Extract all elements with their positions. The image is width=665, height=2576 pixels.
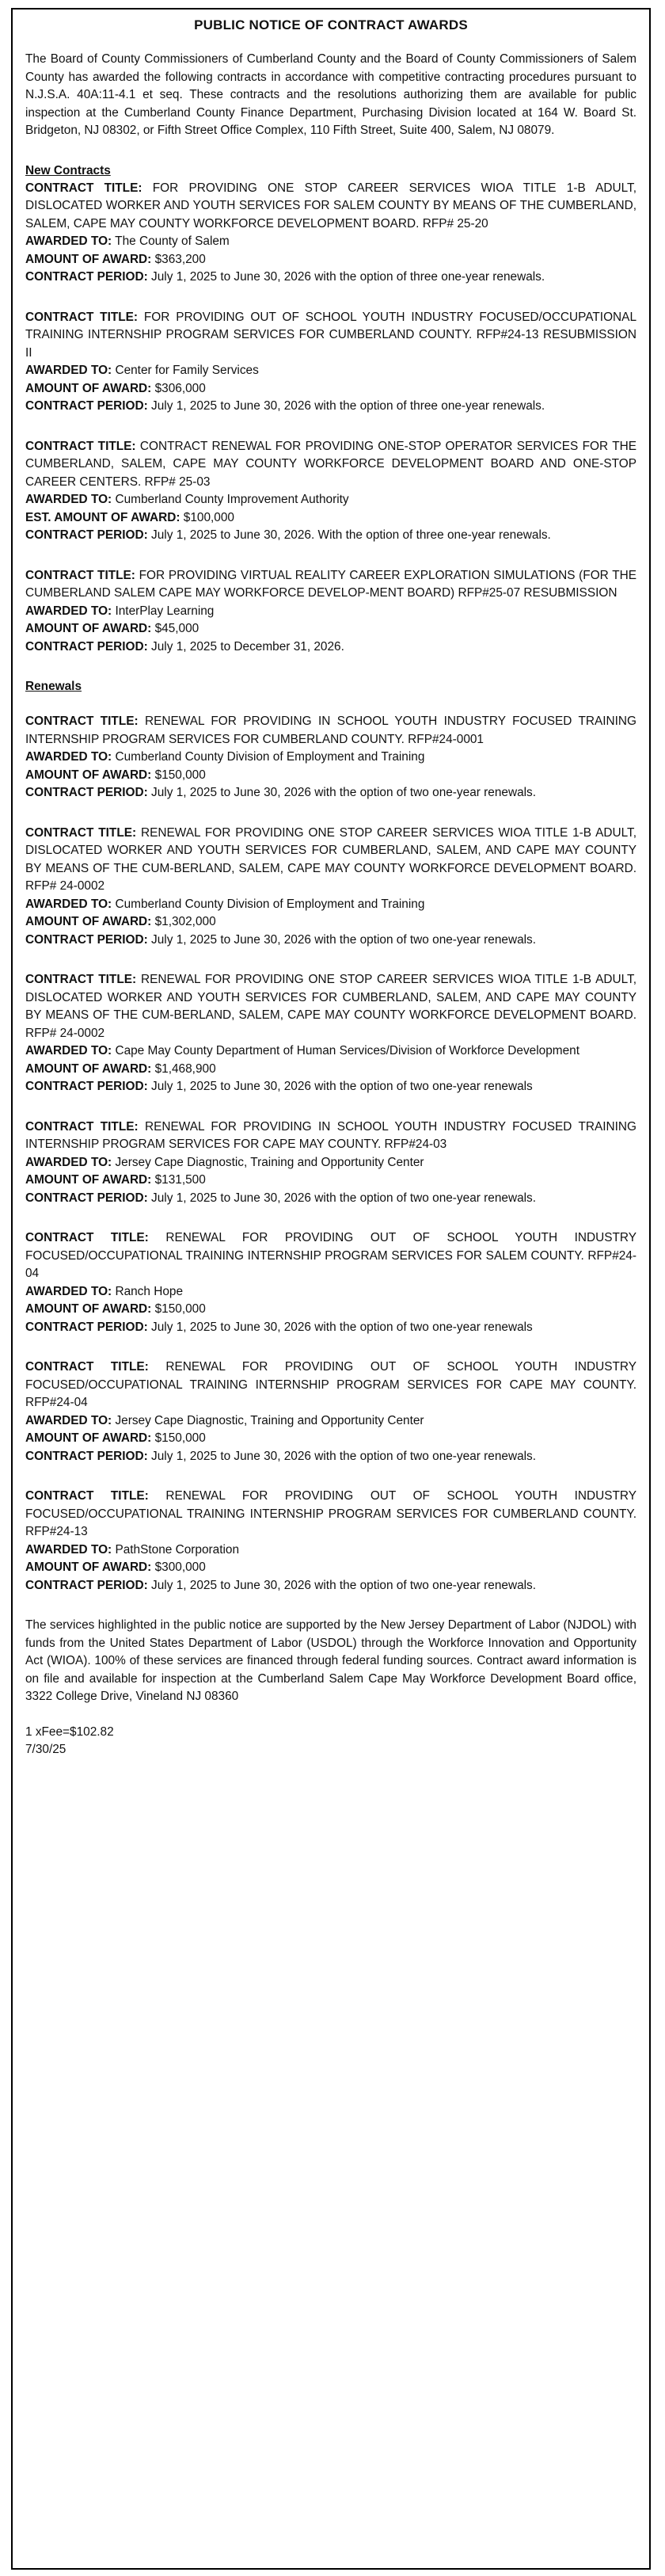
contract-title-text: RENEWAL FOR PROVIDING IN SCHOOL YOUTH INDUSTRY FOCUSED TRAINING INTERNSHIP PROGRAM SERVICES FOR CUMBERLAND COUNTY. RFP#24-0001 — [25, 714, 636, 746]
amount-label: AMOUNT OF AWARD: — [25, 1431, 152, 1445]
period-label: CONTRACT PERIOD: — [25, 639, 148, 654]
awarded-to-value: Center for Family Services — [115, 364, 259, 377]
amount-line — [25, 620, 636, 638]
contract-title-label: CONTRACT TITLE: — [25, 1231, 149, 1244]
period-value: July 1, 2025 to December 31, 2026. — [151, 639, 344, 654]
period-label: CONTRACT PERIOD: — [25, 1320, 148, 1334]
renewal-item — [25, 1118, 636, 1208]
contract-title-label: CONTRACT TITLE: — [25, 1489, 149, 1503]
amount-label: AMOUNT OF AWARD: — [25, 1061, 152, 1076]
amount-label: AMOUNT OF AWARD: — [25, 768, 152, 782]
amount-label: AMOUNT OF AWARD: — [25, 915, 152, 928]
est-amount-line — [25, 509, 636, 528]
fee-line: 1 xFee=$102.82 — [25, 1724, 114, 1739]
amount-label: AMOUNT OF AWARD: — [25, 1173, 152, 1187]
amount-line — [25, 1559, 636, 1577]
contract-title-line — [25, 180, 636, 234]
period-value: July 1, 2025 to June 30, 2026 with the option of three one-year renewals. — [151, 399, 545, 413]
period-label: CONTRACT PERIOD: — [25, 399, 148, 413]
date-line: 7/30/25 — [25, 1743, 66, 1756]
contract-title-text: RENEWAL FOR PROVIDING OUT OF SCHOOL YOUTH INDUSTRY FOCUSED/OCCUPATIONAL TRAINING INTERNSHIP PROGRAM SERVICES FOR CUMBERLAND COUNTY. RFP#24-13 — [25, 1489, 637, 1538]
awarded-to-line — [25, 491, 636, 509]
awarded-to-label: AWARDED TO: — [25, 604, 112, 618]
amount-value: $45,000 — [154, 622, 200, 635]
new-contract-item — [25, 438, 636, 545]
amount-line — [25, 913, 636, 932]
new-contracts-heading: New Contracts — [25, 163, 111, 177]
period-label: CONTRACT PERIOD: — [25, 528, 148, 542]
new-contract-item — [25, 567, 636, 657]
contract-title-line — [25, 1358, 636, 1412]
period-line — [25, 527, 636, 545]
renewal-item — [25, 1229, 636, 1336]
awarded-to-line — [25, 603, 636, 621]
contract-title-text: RENEWAL FOR PROVIDING ONE STOP CAREER SERVICES WIOA TITLE 1-B ADULT, DISLOCATED WORKER AND YOUTH SERVICES FOR CUMBERLAND, SALEM, AND CAPE MAY COUNTY BY MEANS OF THE CUM-BERLAND, SALEM, CAPE MAY COUNTY WORKFORCE DEVELOPMENT BOARD. RFP# 24-0002 — [25, 825, 637, 893]
period-value: July 1, 2025 to June 30, 2026 with the option of two one-year renewals. — [151, 1191, 537, 1205]
period-line — [25, 1190, 636, 1208]
period-value: July 1, 2025 to June 30, 2026. With the option of three one-year renewals. — [151, 528, 551, 542]
amount-value: $1,302,000 — [154, 915, 216, 928]
amount-label: AMOUNT OF AWARD: — [25, 381, 152, 395]
renewal-item — [25, 825, 636, 950]
awarded-to-line — [25, 233, 636, 251]
amount-line — [25, 1301, 636, 1319]
contract-title-label: CONTRACT TITLE: — [25, 1119, 139, 1134]
contract-title-line — [25, 1229, 636, 1283]
new-contract-item — [25, 309, 636, 416]
awarded-to-label: AWARDED TO: — [25, 897, 112, 911]
period-line — [25, 1448, 636, 1466]
awarded-to-value: Cumberland County Division of Employment and Training — [115, 750, 425, 764]
period-line — [25, 638, 636, 657]
period-line — [25, 1078, 636, 1096]
amount-label: AMOUNT OF AWARD: — [25, 1560, 152, 1574]
amount-value: $131,500 — [154, 1173, 206, 1187]
awarded-to-value: PathStone Corporation — [115, 1542, 240, 1557]
awarded-to-value: Cape May County Department of Human Services/Division of Workforce Development — [115, 1044, 580, 1057]
funding-statement: The services highlighted in the public notice are supported by the New Jersey Department of Labor (NJDOL) with funds from the United States Department of Labor (USDOL) through the Workforce Innovation and Opportunity Act (WIOA). 100% of these services are financed through federal funding sources. Contract award information is on file and available for inspection at the Cumberland Salem Cape May Workforce Development Board office, 3322 College Drive, Vineland NJ 08360 — [25, 1618, 636, 1703]
awarded-to-label: AWARDED TO: — [25, 364, 112, 377]
awarded-to-line — [25, 1283, 636, 1301]
awarded-to-value: Cumberland County Division of Employment and Training — [115, 897, 425, 911]
period-line — [25, 1577, 636, 1595]
renewal-item — [25, 713, 636, 802]
period-label: CONTRACT PERIOD: — [25, 1080, 148, 1093]
amount-line — [25, 380, 636, 398]
period-value: July 1, 2025 to June 30, 2026 with the option of two one-year renewals. — [151, 1578, 537, 1592]
renewal-item — [25, 1488, 636, 1595]
period-line — [25, 269, 636, 287]
period-value: July 1, 2025 to June 30, 2026 with the option of two one-year renewals. — [151, 1449, 537, 1463]
contract-title-line — [25, 825, 636, 896]
awarded-to-label: AWARDED TO: — [25, 1542, 112, 1557]
period-label: CONTRACT PERIOD: — [25, 1191, 148, 1205]
awarded-to-line — [25, 1042, 636, 1061]
amount-line — [25, 1430, 636, 1448]
contract-title-label: CONTRACT TITLE: — [25, 310, 139, 324]
contract-title-text: FOR PROVIDING OUT OF SCHOOL YOUTH INDUSTRY FOCUSED/OCCUPATIONAL TRAINING INTERNSHIP PROGRAM SERVICES FOR CUMBERLAND COUNTY. RFP#24-13 RESUBMISSION II — [25, 310, 636, 360]
contract-title-line — [25, 438, 636, 492]
period-line — [25, 932, 636, 950]
contract-title-label: CONTRACT TITLE: — [25, 181, 142, 195]
period-value: July 1, 2025 to June 30, 2026 with the option of two one-year renewals. — [151, 932, 537, 947]
period-line — [25, 784, 636, 802]
contract-title-text: FOR PROVIDING ONE STOP CAREER SERVICES WIOA TITLE 1-B ADULT, DISLOCATED WORKER AND YOUTH SERVICES FOR SALEM COUNTY BY MEANS OF THE CUMBERLAND, SALEM, CAPE MAY COUNTY WORKFORCE DEVELOPMENT BOARD. RFP# 25-20 — [25, 181, 636, 231]
period-label: CONTRACT PERIOD: — [25, 1449, 148, 1463]
contract-title-label: CONTRACT TITLE: — [25, 439, 136, 453]
contract-title-line — [25, 309, 636, 363]
est-amount-label: EST. AMOUNT OF AWARD: — [25, 510, 180, 524]
renewal-item — [25, 1358, 636, 1465]
amount-line — [25, 1061, 636, 1079]
awarded-to-label: AWARDED TO: — [25, 1413, 112, 1427]
est-amount-value: $100,000 — [183, 510, 234, 524]
contract-title-line — [25, 713, 636, 749]
amount-label: AMOUNT OF AWARD: — [25, 252, 152, 266]
renewals-heading: Renewals — [25, 680, 82, 693]
contract-title-text: RENEWAL FOR PROVIDING ONE STOP CAREER SERVICES WIOA TITLE 1-B ADULT, DISLOCATED WORKER AND YOUTH SERVICES FOR CUMBERLAND, SALEM, AND CAPE MAY COUNTY BY MEANS OF THE CUM-BERLAND, SALEM, CAPE MAY COUNTY WORKFORCE DEVELOPMENT BOARD. RFP# 24-0002 — [25, 973, 637, 1040]
contract-title-line — [25, 971, 636, 1042]
renewal-item — [25, 971, 636, 1096]
awarded-to-value: Jersey Cape Diagnostic, Training and Opportunity Center — [115, 1155, 424, 1169]
period-value: July 1, 2025 to June 30, 2026 with the option of three one-year renewals. — [151, 270, 545, 284]
awarded-to-value: The County of Salem — [115, 234, 230, 248]
awarded-to-label: AWARDED TO: — [25, 1284, 112, 1298]
contract-title-label: CONTRACT TITLE: — [25, 568, 135, 582]
amount-value: $1,468,900 — [154, 1061, 216, 1076]
period-value: July 1, 2025 to June 30, 2026 with the option of two one-year renewals — [151, 1080, 533, 1093]
amount-label: AMOUNT OF AWARD: — [25, 622, 152, 635]
intro-paragraph: The Board of County Commissioners of Cumberland County and the Board of County Commissioners of Salem County has awarded the following contracts in accordance with competitive contracting procedures pursuant to N.J.S.A. 40A:11-4.1 et seq. These contracts and the resolutions authorizing them are available for public inspection at the Cumberland County Finance Department, Purchasing Division located at 164 W. Board St. Bridgeton, NJ 08302, or Fifth Street Office Complex, 110 Fifth Street, Suite 400, Salem, NJ 08079. — [25, 52, 636, 137]
awarded-to-line — [25, 1541, 636, 1560]
notice-title: PUBLIC NOTICE OF CONTRACT AWARDS — [194, 17, 468, 32]
amount-line — [25, 251, 636, 269]
period-label: CONTRACT PERIOD: — [25, 932, 148, 947]
contract-title-label: CONTRACT TITLE: — [25, 714, 139, 728]
period-label: CONTRACT PERIOD: — [25, 786, 148, 799]
new-contract-item — [25, 180, 636, 287]
period-label: CONTRACT PERIOD: — [25, 270, 148, 284]
awarded-to-value: Cumberland County Improvement Authority — [115, 493, 349, 506]
contract-title-label: CONTRACT TITLE: — [25, 973, 137, 986]
amount-label: AMOUNT OF AWARD: — [25, 1302, 152, 1316]
contract-title-line — [25, 567, 636, 603]
awarded-to-value: InterPlay Learning — [115, 604, 215, 618]
amount-line — [25, 1172, 636, 1190]
contract-title-line — [25, 1488, 636, 1541]
amount-value: $306,000 — [154, 381, 206, 395]
awarded-to-line — [25, 749, 636, 767]
amount-value: $150,000 — [154, 768, 206, 782]
contract-title-label: CONTRACT TITLE: — [25, 1360, 149, 1374]
awarded-to-value: Ranch Hope — [115, 1284, 184, 1298]
amount-value: $300,000 — [154, 1560, 206, 1574]
period-value: July 1, 2025 to June 30, 2026 with the option of two one-year renewals. — [151, 786, 537, 799]
awarded-to-line — [25, 896, 636, 914]
awarded-to-line — [25, 1412, 636, 1431]
awarded-to-label: AWARDED TO: — [25, 750, 112, 764]
amount-value: $150,000 — [154, 1431, 206, 1445]
contract-title-text: RENEWAL FOR PROVIDING IN SCHOOL YOUTH INDUSTRY FOCUSED TRAINING INTERNSHIP PROGRAM SERVICES FOR CAPE MAY COUNTY. RFP#24-03 — [25, 1119, 636, 1151]
awarded-to-line — [25, 1154, 636, 1172]
contract-title-text: CONTRACT RENEWAL FOR PROVIDING ONE-STOP OPERATOR SERVICES FOR THE CUMBERLAND, SALEM, CAPE MAY COUNTY WORKFORCE DEVELOPMENT BOARD AND ONE-STOP CAREER CENTERS. RFP# 25-03 — [25, 439, 636, 489]
period-line — [25, 1319, 636, 1337]
awarded-to-label: AWARDED TO: — [25, 1044, 112, 1057]
awarded-to-line — [25, 362, 636, 380]
awarded-to-label: AWARDED TO: — [25, 493, 112, 506]
amount-value: $363,200 — [154, 252, 206, 266]
contract-title-text: FOR PROVIDING VIRTUAL REALITY CAREER EXPLORATION SIMULATIONS (FOR THE CUMBERLAND SALEM CAPE MAY WORKFORCE DEVELOP-MENT BOARD) RFP#25-07 RESUBMISSION — [25, 568, 636, 600]
amount-line — [25, 767, 636, 785]
period-line — [25, 398, 636, 416]
amount-value: $150,000 — [154, 1302, 206, 1316]
public-notice — [11, 8, 651, 2570]
contract-title-label: CONTRACT TITLE: — [25, 825, 137, 840]
period-label: CONTRACT PERIOD: — [25, 1578, 148, 1592]
contract-title-text: RENEWAL FOR PROVIDING OUT OF SCHOOL YOUTH INDUSTRY FOCUSED/OCCUPATIONAL TRAINING INTERNSHIP PROGRAM SERVICES FOR SALEM COUNTY. RFP#24-04 — [25, 1231, 637, 1280]
contract-title-text: RENEWAL FOR PROVIDING OUT OF SCHOOL YOUTH INDUSTRY FOCUSED/OCCUPATIONAL TRAINING INTERNSHIP PROGRAM SERVICES FOR CAPE MAY COUNTY. RFP#24-04 — [25, 1360, 637, 1409]
period-value: July 1, 2025 to June 30, 2026 with the option of two one-year renewals — [151, 1320, 533, 1334]
contract-title-line — [25, 1118, 636, 1154]
awarded-to-label: AWARDED TO: — [25, 1155, 112, 1169]
awarded-to-value: Jersey Cape Diagnostic, Training and Opportunity Center — [115, 1413, 424, 1427]
awarded-to-label: AWARDED TO: — [25, 234, 112, 248]
